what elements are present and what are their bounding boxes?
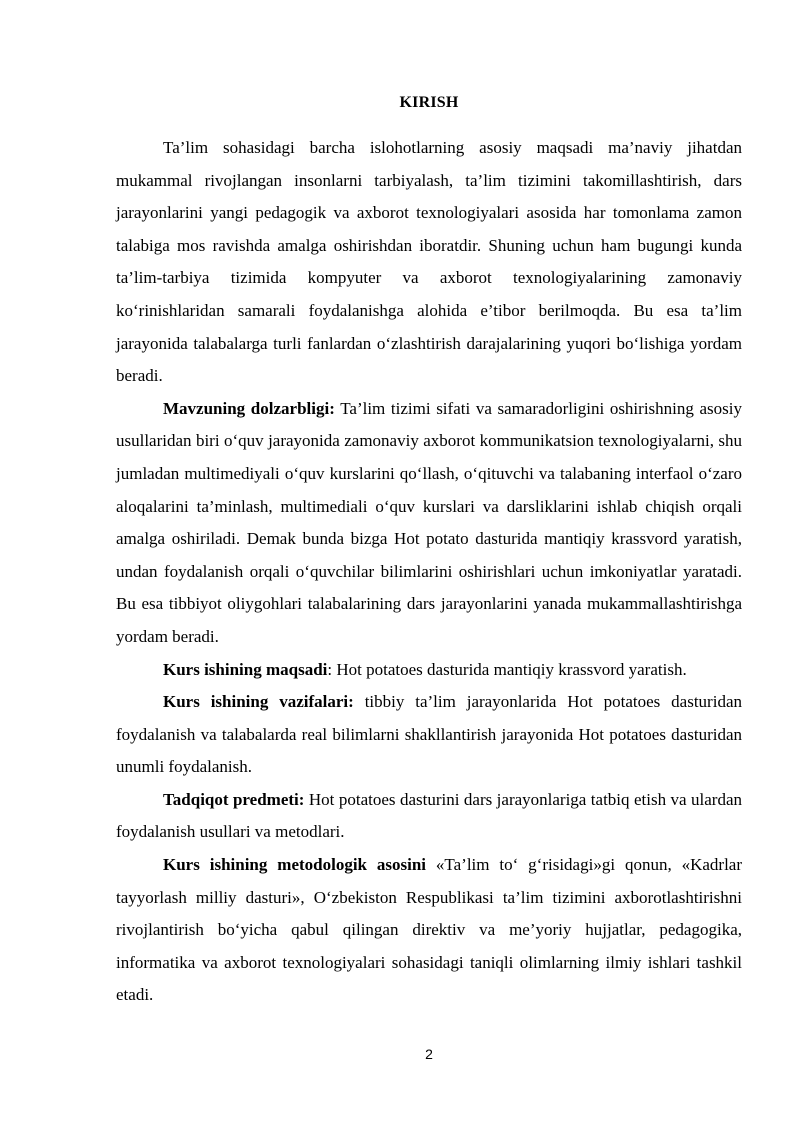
paragraph-tasks: [116, 686, 742, 784]
paragraph-text: tibbiy ta’lim jarayonlarida Hot potatoes dasturidan foydalanish va talabalarda real bilimlarni shakllantirish jarayonida Hot potatoes dasturidan unumli foydalanish.: [116, 692, 742, 777]
paragraph-text: Hot potatoes dasturini dars jarayonlariga tatbiq etish va ulardan foydalanish usullari va metodlari.: [116, 789, 742, 842]
page-number: 2: [425, 1046, 433, 1062]
paragraph-methodology: [116, 849, 742, 1012]
paragraph-lead: Tadqiqot predmeti:: [163, 789, 305, 809]
paragraph-lead: Mavzuning dolzarbligi:: [163, 398, 335, 418]
section-title: KIRISH: [399, 94, 459, 111]
paragraph-text: «Ta’lim to‘ g‘risidagi»gi qonun, «Kadrlar tayyorlash milliy dasturi», O‘zbekiston Respublikasi ta’lim tizimini axborotlashtirishni rivojlantirish bo‘yicha qabul qilingan direktiv va me’yoriy hujjatlar, pedagogika, informatika va axborot texnologiyalari sohasidagi taniqli olimlarning ilmiy ishlari tashkil etadi.: [116, 855, 743, 1005]
paragraph-text: : Hot potatoes dasturida mantiqiy krassvord yaratish.: [327, 659, 687, 679]
paragraph-subject: [116, 784, 742, 849]
paragraph-lead: Kurs ishining maqsadi: [163, 659, 328, 679]
paragraph-lead: Kurs ishining metodologik asosini: [163, 855, 427, 875]
paragraph-lead: Kurs ishining vazifalari:: [163, 692, 354, 712]
paragraph-relevance: [116, 393, 742, 654]
paragraph-intro: [116, 132, 742, 393]
document-body: [116, 132, 742, 1012]
paragraph-goal: [116, 654, 742, 687]
paragraph-text: Ta’lim tizimi sifati va samaradorligini oshirishning asosiy usullaridan biri o‘quv jarayonida zamonaviy axborot kommunikatsion texnologiyalarni, shu jumladan multimediyali o‘quv kurslarini qo‘llash, o‘qituvchi va talabaning interfaol o‘zaro aloqalarini ta’minlash, multimediali o‘quv kurslari va darsliklarini ishlab chiqish orqali amalga oshiriladi. Demak bunda bizga Hot potato dasturida mantiqiy krassvord yaratish, undan foydalanish orqali o‘quvchilar bilimlarini oshirishlari uchun imkoniyatlar yaratadi. Bu esa tibbiyot oliygohlari talabalarining dars jarayonlarini yanada mukammallashtirishga yordam beradi.: [116, 398, 743, 646]
paragraph-text: Ta’lim sohasidagi barcha islohotlarning asosiy maqsadi ma’naviy jihatdan mukammal rivojlangan insonlarni tarbiyalash, ta’lim tizimini takomillashtirish, dars jarayonlarini yangi pedagogik va axborot texnologiyalari asosida har tomonlama zamon talabiga mos ravishda amalga oshirishdan iboratdir. Shuning uchun ham bugungi kunda ta’lim-tarbiya tizimida kompyuter va axborot texnologiyalarining zamonaviy ko‘rinishlaridan samarali foydalanishga alohida e’tibor berilmoqda. Bu esa ta’lim jarayonida talabalarga turli fanlardan o‘zlashtirish darajalarining yuqori bo‘lishiga yordam beradi.: [116, 138, 742, 386]
